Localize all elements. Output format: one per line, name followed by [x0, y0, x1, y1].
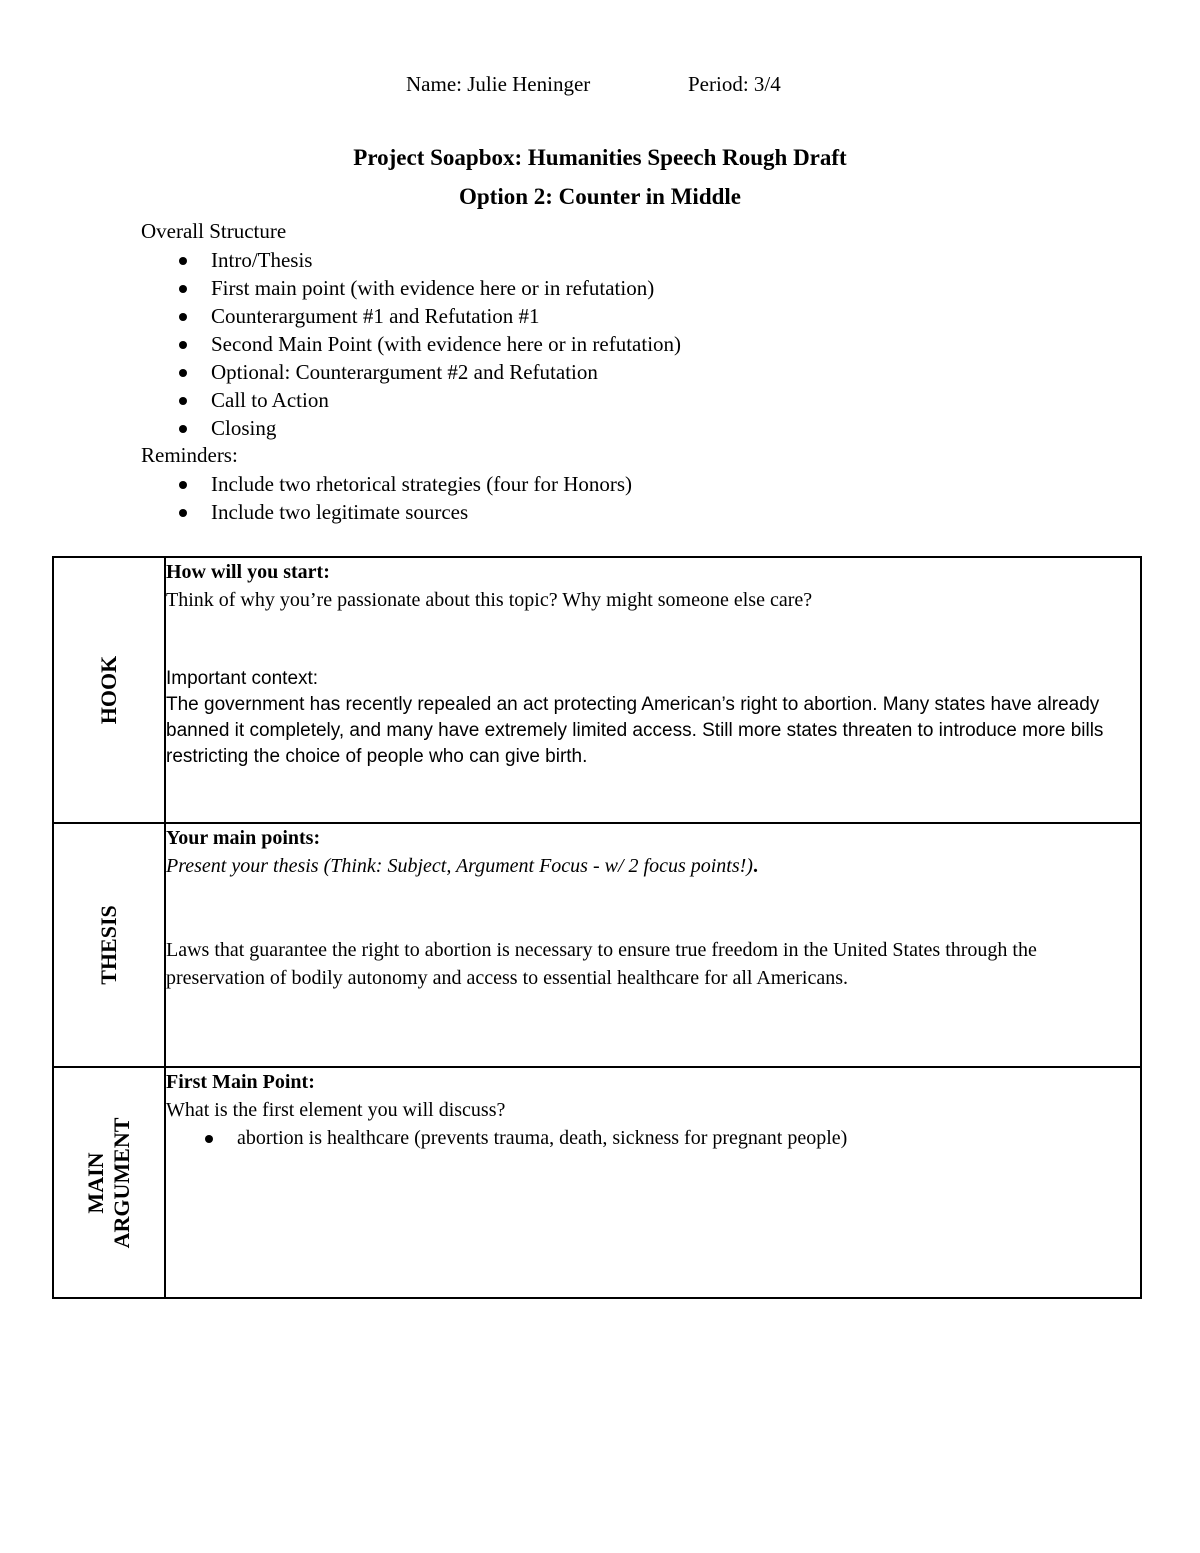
thesis-side-cell — [53, 823, 165, 1067]
main-argument-content-cell[interactable] — [165, 1067, 1141, 1298]
overall-structure-label: Overall Structure — [141, 219, 287, 243]
hook-context-text: The government has recently repealed an act protecting American’s right to abortion. Many states have already banned it completely, and many have extremely limited access. Still more states threaten to introduce more bills restricting the choice of people who can give birth. — [166, 694, 1104, 767]
class-period: Period: 3/4 — [688, 72, 781, 96]
hook-heading: How will you start: — [166, 561, 330, 583]
hook-prompt: Think of why you’re passionate about this topic? Why might someone else care? — [166, 589, 813, 611]
document-subtitle: Option 2: Counter in Middle — [459, 184, 741, 209]
list-item: Include two legitimate sources — [176, 498, 632, 526]
reminders-list — [176, 470, 632, 526]
hook-context-label: Important context: — [166, 668, 319, 689]
document-title: Project Soapbox: Humanities Speech Rough Draft — [353, 145, 847, 170]
list-item: Call to Action — [176, 386, 681, 414]
main-argument-label-line1: MAIN — [83, 1151, 108, 1214]
thesis-label: THESIS — [96, 905, 121, 985]
hook-content-cell[interactable] — [165, 557, 1141, 823]
thesis-prompt-period: . — [752, 855, 758, 877]
list-item: Intro/Thesis — [176, 246, 681, 274]
list-item: Counterargument #1 and Refutation #1 — [176, 302, 681, 330]
reminders-label: Reminders: — [141, 443, 238, 467]
thesis-row — [53, 823, 1141, 1067]
list-item: Second Main Point (with evidence here or in refutation) — [176, 330, 681, 358]
thesis-prompt-line — [166, 852, 1140, 880]
main-argument-label-line2: ARGUMENT — [109, 1117, 134, 1248]
hook-row — [53, 557, 1141, 823]
list-item: Optional: Counterargument #2 and Refutation — [176, 358, 681, 386]
main-argument-heading: First Main Point: — [166, 1071, 315, 1093]
main-argument-row — [53, 1067, 1141, 1298]
list-item: abortion is healthcare (prevents trauma, death, sickness for pregnant people) — [202, 1124, 1140, 1152]
thesis-prompt: Present your thesis (Think: Subject, Argument Focus - w/ 2 focus points!) — [166, 855, 753, 877]
hook-label: HOOK — [96, 655, 121, 725]
main-argument-list — [166, 1124, 1140, 1152]
thesis-content-cell[interactable] — [165, 823, 1141, 1067]
list-item: First main point (with evidence here or in refutation) — [176, 274, 681, 302]
list-item: Include two rhetorical strategies (four for Honors) — [176, 470, 632, 498]
thesis-statement: Laws that guarantee the right to abortion is necessary to ensure true freedom in the United States through the preservation of bodily autonomy and access to essential healthcare for all Americans. — [166, 939, 1037, 989]
main-argument-label — [83, 1117, 135, 1248]
main-argument-prompt: What is the first element you will discuss? — [166, 1099, 506, 1121]
overall-structure-list — [176, 246, 681, 442]
main-argument-side-cell — [53, 1067, 165, 1298]
student-name: Name: Julie Heninger — [406, 72, 591, 96]
speech-outline-table — [52, 556, 1142, 1299]
thesis-heading: Your main points: — [166, 827, 321, 849]
list-item: Closing — [176, 414, 681, 442]
header-line — [0, 72, 1200, 102]
hook-side-cell — [53, 557, 165, 823]
